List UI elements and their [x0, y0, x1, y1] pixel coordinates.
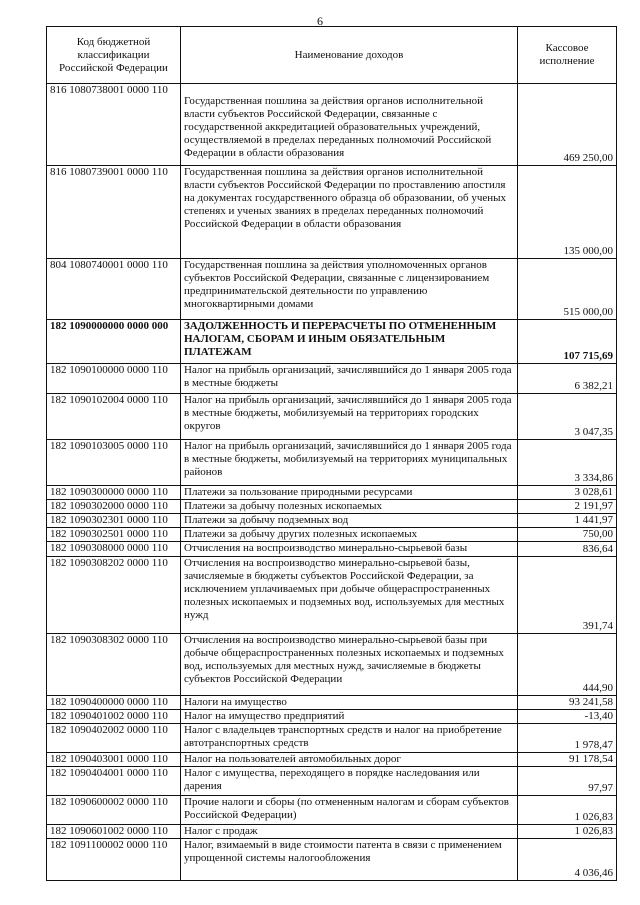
cash-amount: 515 000,00 [518, 259, 617, 320]
cash-amount: 2 191,97 [518, 500, 617, 514]
cash-amount: 469 250,00 [518, 84, 617, 166]
income-name: Платежи за добычу полезных ископаемых [181, 500, 518, 514]
budget-code: 182 1090102004 0000 110 [47, 394, 181, 440]
income-name: Налог с имущества, переходящего в порядке наследования или дарения [181, 767, 518, 796]
cash-amount: -13,40 [518, 710, 617, 724]
budget-code: 182 1090400000 0000 110 [47, 696, 181, 710]
budget-code: 182 1090103005 0000 110 [47, 440, 181, 486]
income-name: ЗАДОЛЖЕННОСТЬ И ПЕРЕРАСЧЕТЫ ПО ОТМЕНЕННЫМ НАЛОГАМ, СБОРАМ И ИНЫМ ОБЯЗАТЕЛЬНЫМ ПЛАТЕЖАМ [181, 320, 518, 364]
table-row [47, 166, 617, 259]
income-name: Налог на имущество предприятий [181, 710, 518, 724]
table-row [47, 364, 617, 394]
budget-code: 182 1090308302 0000 110 [47, 634, 181, 696]
table-row [47, 839, 617, 881]
cash-amount: 391,74 [518, 557, 617, 634]
income-name: Налог, взимаемый в виде стоимости патента в связи с применением упрощенной системы налогообложения [181, 839, 518, 881]
income-name: Налоги на имущество [181, 696, 518, 710]
cash-amount: 6 382,21 [518, 364, 617, 394]
table-row [47, 259, 617, 320]
table-header-row [47, 27, 617, 84]
income-name: Платежи за добычу других полезных ископаемых [181, 528, 518, 542]
income-name: Государственная пошлина за действия органов исполнительной власти субъектов Российской Федерации по проставлению апостиля на документах государственного образца об образовании, об ученых степенях и ученых званиях в пределах переданных полномочий Российской Федерации в области образования [181, 166, 518, 259]
cash-amount: 91 178,54 [518, 753, 617, 767]
budget-code: 816 1080738001 0000 110 [47, 84, 181, 166]
budget-code: 182 1090402002 0000 110 [47, 724, 181, 753]
income-name: Налог на прибыль организаций, зачислявшийся до 1 января 2005 года в местные бюджеты [181, 364, 518, 394]
cash-amount: 135 000,00 [518, 166, 617, 259]
income-name: Отчисления на воспроизводство минерально-сырьевой базы [181, 542, 518, 557]
budget-code: 182 1090404001 0000 110 [47, 767, 181, 796]
header-code: Код бюджетной классификации Российской Федерации [47, 27, 181, 84]
income-name: Налог на пользователей автомобильных дорог [181, 753, 518, 767]
cash-amount: 93 241,58 [518, 696, 617, 710]
table-row [47, 542, 617, 557]
income-name: Налог с владельцев транспортных средств и налог на приобретение автотранспортных средств [181, 724, 518, 753]
cash-amount: 97,97 [518, 767, 617, 796]
budget-code: 182 1090100000 0000 110 [47, 364, 181, 394]
cash-amount: 444,90 [518, 634, 617, 696]
table-row [47, 440, 617, 486]
budget-code: 182 1091100002 0000 110 [47, 839, 181, 881]
budget-code: 182 1090302000 0000 110 [47, 500, 181, 514]
income-name: Государственная пошлина за действия уполномоченных органов субъектов Российской Федерации, связанные с лицензированием предпринимательской деятельности по управлению многоквартирными домами [181, 259, 518, 320]
budget-code: 182 1090403001 0000 110 [47, 753, 181, 767]
table-row [47, 486, 617, 500]
table-body [47, 84, 617, 881]
table-row [47, 696, 617, 710]
cash-amount: 4 036,46 [518, 839, 617, 881]
cash-amount: 3 334,86 [518, 440, 617, 486]
header-amount: Кассовое исполнение [518, 27, 617, 84]
cash-amount: 836,64 [518, 542, 617, 557]
income-name: Прочие налоги и сборы (по отмененным налогам и сборам субъектов Российской Федерации) [181, 796, 518, 825]
table-row [47, 528, 617, 542]
cash-amount: 3 047,35 [518, 394, 617, 440]
cash-amount: 1 026,83 [518, 825, 617, 839]
cash-amount: 1 978,47 [518, 724, 617, 753]
table-row [47, 394, 617, 440]
income-name: Государственная пошлина за действия органов исполнительной власти субъектов Российской Федерации, связанные с государственной аккредитацией образовательных учреждений, осуществляемой в пределах переданных полномочий Российской Федерации в области образования [181, 84, 518, 166]
table-row [47, 320, 617, 364]
table-row [47, 710, 617, 724]
budget-code: 182 1090401002 0000 110 [47, 710, 181, 724]
table-row [47, 557, 617, 634]
income-name: Налог на прибыль организаций, зачислявшийся до 1 января 2005 года в местные бюджеты, мобилизуемый на территориях городских округов [181, 394, 518, 440]
income-name: Налог с продаж [181, 825, 518, 839]
page-number: 6 [317, 14, 323, 28]
income-name: Налог на прибыль организаций, зачислявшийся до 1 января 2005 года в местные бюджеты, мобилизуемый на территориях муниципальных районов [181, 440, 518, 486]
income-name: Отчисления на воспроизводство минерально-сырьевой базы, зачисляемые в бюджеты субъектов Российской Федерации, за исключением уплачиваемых при добыче общераспространенных полезных ископаемых и подземных вод, используемых для местных нужд [181, 557, 518, 634]
table-row [47, 84, 617, 166]
revenue-table [46, 26, 617, 881]
header-name: Наименование доходов [181, 27, 518, 84]
table-row [47, 514, 617, 528]
cash-amount: 1 441,97 [518, 514, 617, 528]
income-name: Отчисления на воспроизводство минерально-сырьевой базы при добыче общераспространенных полезных ископаемых и подземных вод, используемых для местных нужд, зачисляемые в бюджеты субъектов Российской Федерации [181, 634, 518, 696]
budget-code: 816 1080739001 0000 110 [47, 166, 181, 259]
table-row [47, 500, 617, 514]
table-row [47, 753, 617, 767]
budget-code: 182 1090308000 0000 110 [47, 542, 181, 557]
income-name: Платежи за добычу подземных вод [181, 514, 518, 528]
budget-code: 804 1080740001 0000 110 [47, 259, 181, 320]
table-row [47, 634, 617, 696]
cash-amount: 750,00 [518, 528, 617, 542]
table-row [47, 825, 617, 839]
budget-code: 182 1090302501 0000 110 [47, 528, 181, 542]
cash-amount: 1 026,83 [518, 796, 617, 825]
budget-code: 182 1090300000 0000 110 [47, 486, 181, 500]
budget-code: 182 1090600002 0000 110 [47, 796, 181, 825]
budget-code: 182 1090000000 0000 000 [47, 320, 181, 364]
table-row [47, 724, 617, 753]
budget-code: 182 1090302301 0000 110 [47, 514, 181, 528]
cash-amount: 3 028,61 [518, 486, 617, 500]
table-row [47, 767, 617, 796]
budget-code: 182 1090308202 0000 110 [47, 557, 181, 634]
budget-code: 182 1090601002 0000 110 [47, 825, 181, 839]
income-name: Платежи за пользование природными ресурсами [181, 486, 518, 500]
cash-amount: 107 715,69 [518, 320, 617, 364]
table-row [47, 796, 617, 825]
